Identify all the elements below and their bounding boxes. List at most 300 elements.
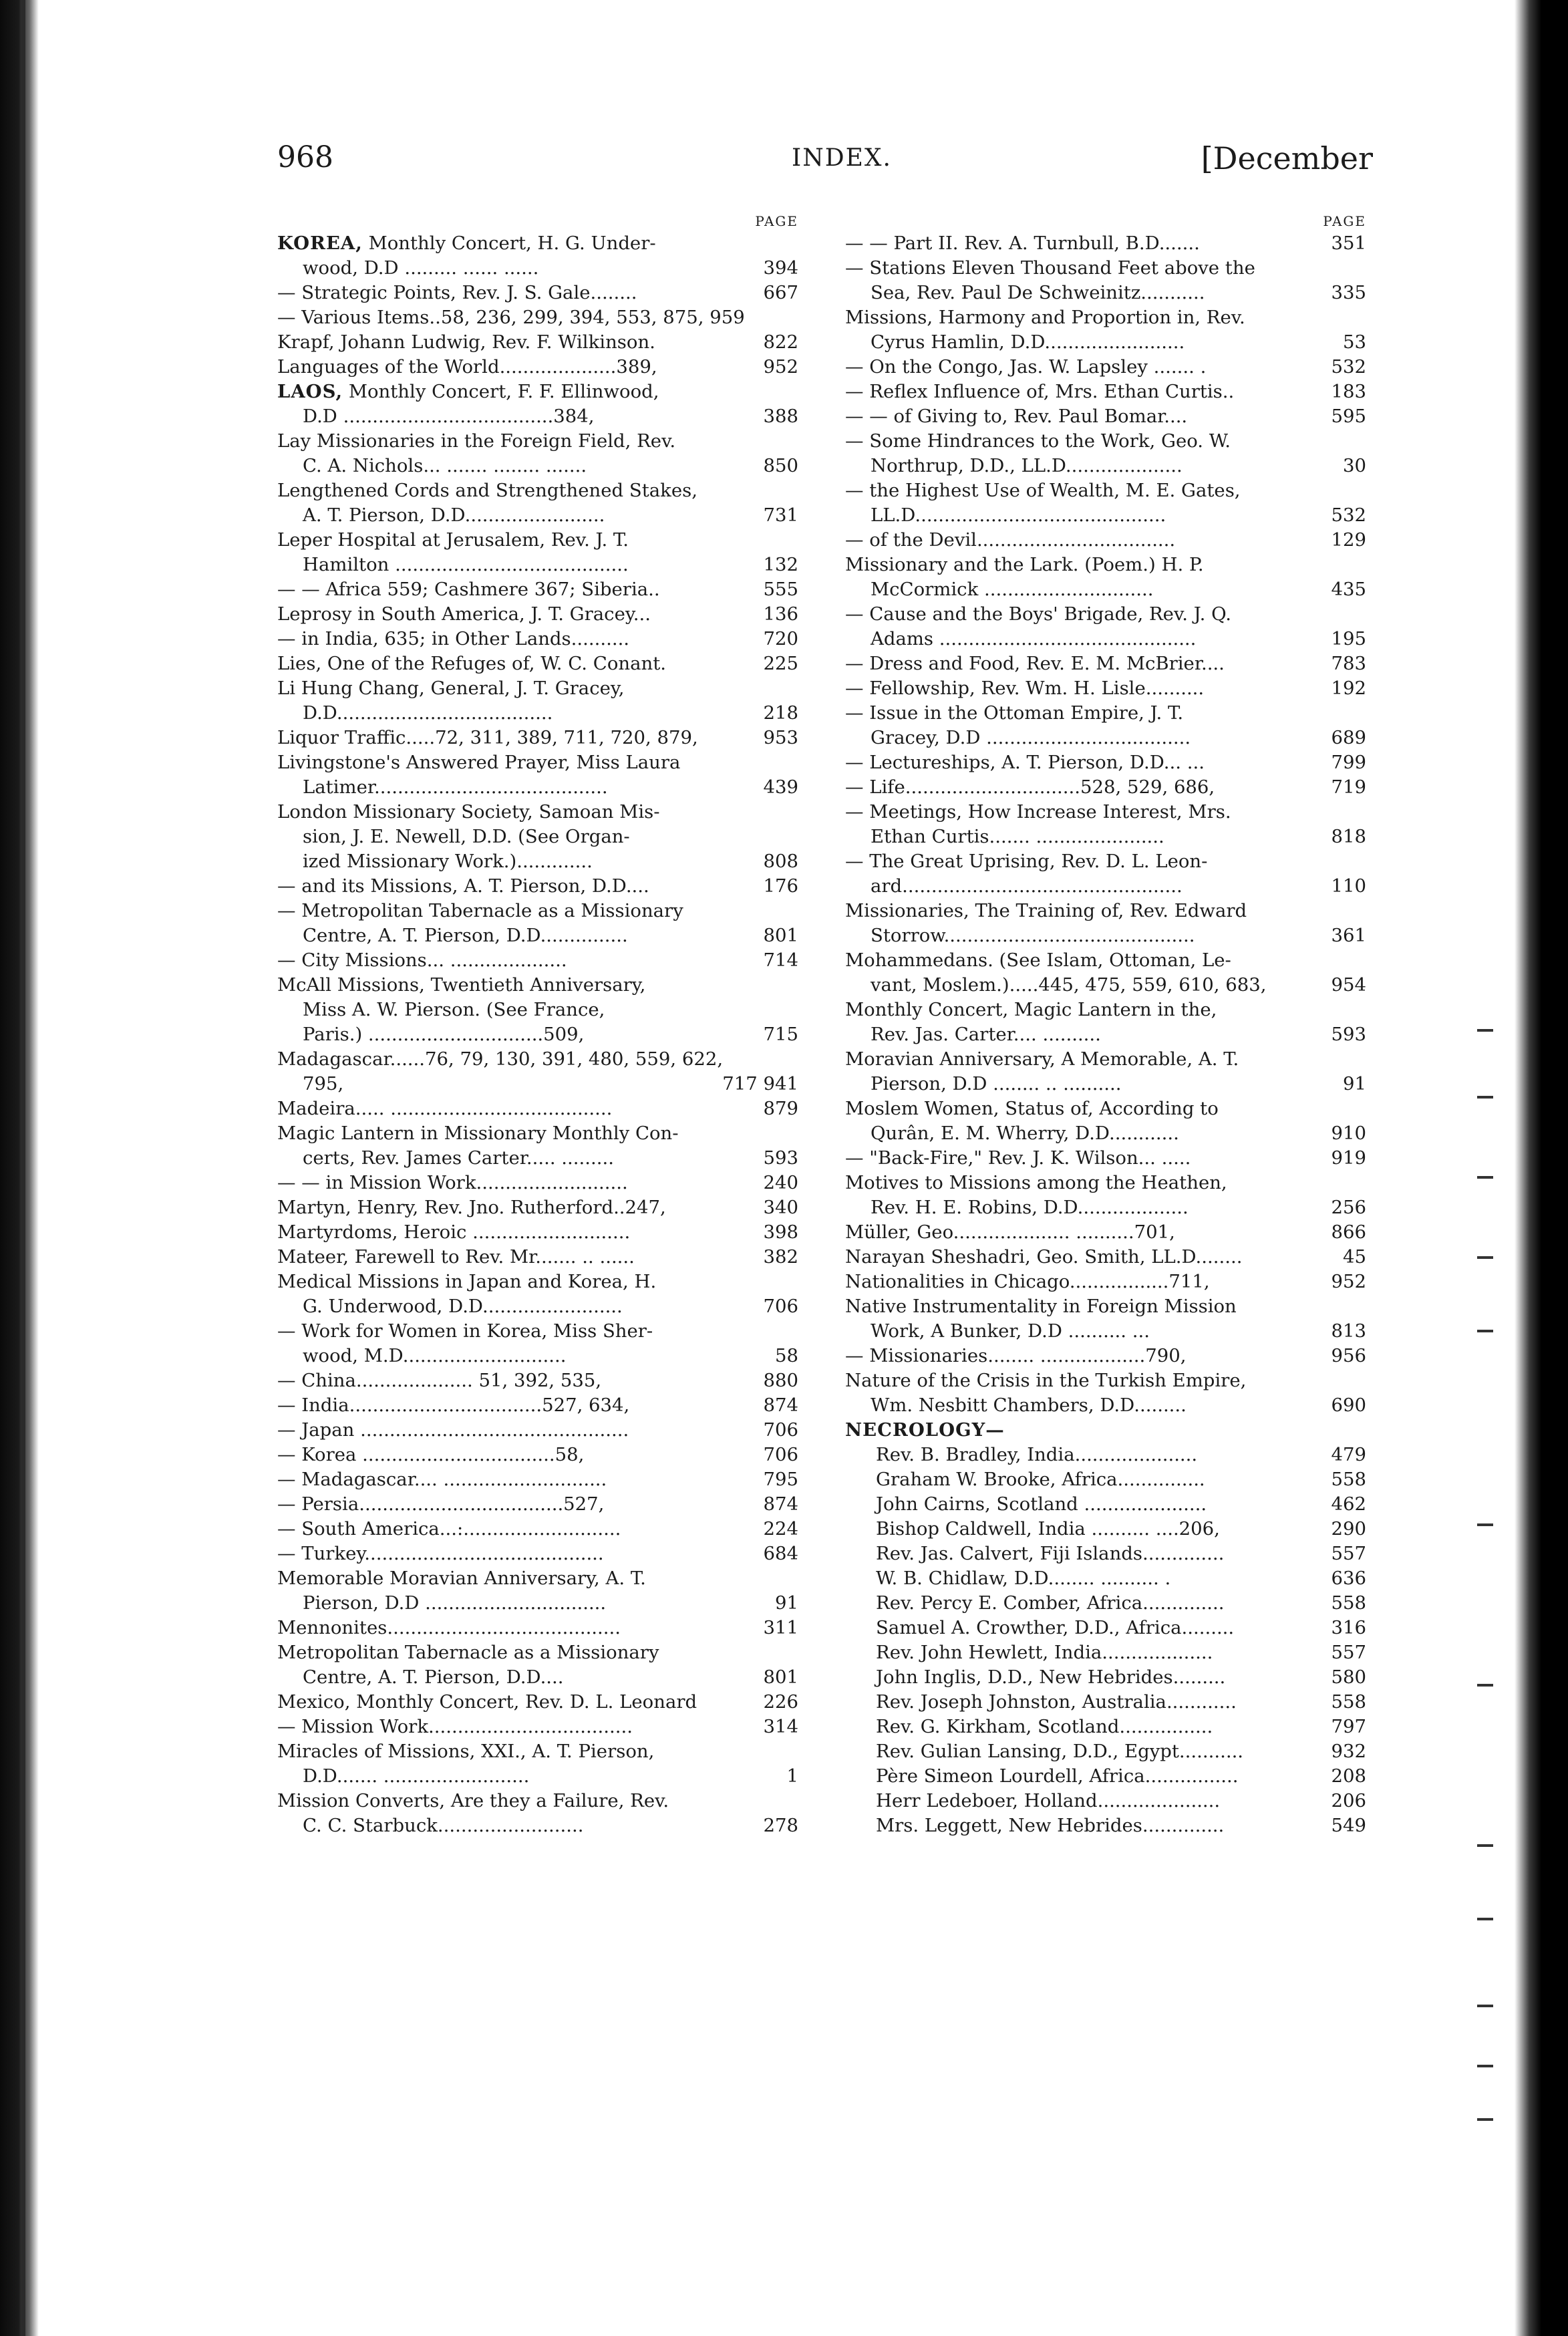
entry-list-right xyxy=(845,231,1366,1838)
entry-page-number: 278 xyxy=(763,1815,798,1836)
entry-page-number: 183 xyxy=(1331,381,1366,402)
index-entry xyxy=(277,1270,798,1319)
entry-page-number: 719 xyxy=(1331,776,1366,798)
entry-text-line: Pierson, D.D ........ .. .......... xyxy=(871,1073,1122,1094)
index-entry xyxy=(277,1171,798,1195)
entry-page-number: 808 xyxy=(763,851,798,872)
entry-page-number: 932 xyxy=(1331,1741,1366,1762)
index-entry xyxy=(845,651,1366,676)
index-entry xyxy=(845,404,1366,429)
scan-speck xyxy=(1477,1256,1493,1259)
entry-page-number: 394 xyxy=(763,257,798,279)
entry-text-line: Rev. Jas. Carter.... .......... xyxy=(871,1024,1101,1045)
entry-page-number: 799 xyxy=(1331,752,1366,773)
entry-text-line: Rev. B. Bradley, India..................... xyxy=(876,1444,1198,1465)
index-entry xyxy=(277,231,798,281)
entry-text-line: Medical Missions in Japan and Korea, H. xyxy=(277,1271,657,1292)
index-entry xyxy=(277,305,798,330)
index-entry xyxy=(845,1344,1366,1368)
entry-page-number: 226 xyxy=(763,1691,798,1713)
entry-page-number: 195 xyxy=(1331,628,1366,649)
entry-text-line: Rev. Jas. Calvert, Fiji Islands.............. xyxy=(876,1543,1225,1564)
entry-page-number: 555 xyxy=(763,579,798,600)
right-edge-shadow xyxy=(1515,0,1568,2336)
entry-text-line: Mexico, Monthly Concert, Rev. D. L. Leonard xyxy=(277,1691,697,1713)
index-entry xyxy=(277,429,798,478)
index-entry xyxy=(845,1665,1366,1690)
index-entry xyxy=(845,1542,1366,1566)
index-entry xyxy=(277,1542,798,1566)
entry-text-line: Cyrus Hamlin, D.D........................ xyxy=(871,331,1185,353)
entry-page-number: 954 xyxy=(1331,974,1366,996)
page-column-label: PAGE xyxy=(755,213,798,229)
entry-text-line: Rev. Gulian Lansing, D.D., Egypt........... xyxy=(876,1741,1244,1762)
scan-speck xyxy=(1477,1684,1493,1687)
entry-page-number: 910 xyxy=(1331,1123,1366,1144)
index-entry xyxy=(277,330,798,355)
entry-page-number: 110 xyxy=(1331,875,1366,897)
index-entry xyxy=(277,1690,798,1715)
scan-speck xyxy=(1477,1176,1493,1179)
index-entry xyxy=(845,775,1366,800)
entry-text-line: Martyrdoms, Heroic ........................... xyxy=(277,1221,631,1243)
index-entry xyxy=(845,1764,1366,1789)
entry-page-number: 439 xyxy=(763,776,798,798)
index-entry xyxy=(845,1467,1366,1492)
index-entry xyxy=(845,429,1366,478)
index-entry xyxy=(845,899,1366,948)
entry-text-line: — Reflex Influence of, Mrs. Ethan Curtis.. xyxy=(845,381,1235,402)
entry-text-line: Narayan Sheshadri, Geo. Smith, LL.D........ xyxy=(845,1246,1243,1268)
entry-heading: NECROLOGY— xyxy=(845,1419,1005,1441)
entry-text-line: — Lectureships, A. T. Pierson, D.D... ... xyxy=(845,752,1205,773)
entry-text-line: Lengthened Cords and Strengthened Stakes, xyxy=(277,480,697,501)
index-entry xyxy=(845,1047,1366,1097)
entry-text-line: Lay Missionaries in the Foreign Field, Rev. xyxy=(277,430,676,452)
entry-page-number: 706 xyxy=(763,1444,798,1465)
entry-page-number: 557 xyxy=(1331,1543,1366,1564)
entry-page-number: 361 xyxy=(1331,925,1366,946)
entry-text-line: LL.D........................................... xyxy=(871,504,1166,526)
running-title: INDEX. xyxy=(792,144,892,172)
entry-text-line: ized Missionary Work.)............. xyxy=(303,851,593,872)
entry-page-number: 1 xyxy=(786,1765,798,1787)
index-entry xyxy=(845,1220,1366,1245)
index-entry xyxy=(277,1739,798,1789)
entry-text-line: — Meetings, How Increase Interest, Mrs. xyxy=(845,801,1231,823)
index-entry xyxy=(277,1789,798,1838)
scan-speck xyxy=(1477,1844,1493,1847)
entry-text-line: C. C. Starbuck......................... xyxy=(303,1815,584,1836)
entry-text-line: Rev. Percy E. Comber, Africa.............. xyxy=(876,1592,1225,1614)
entry-page-number: 717 941 xyxy=(722,1073,798,1094)
entry-text-line: G. Underwood, D.D........................ xyxy=(303,1296,623,1317)
entry-text-line: — Persia...................................527, xyxy=(277,1493,605,1515)
entry-text-line: — Strategic Points, Rev. J. S. Gale........ xyxy=(277,282,637,303)
entry-page-number: 176 xyxy=(763,875,798,897)
entry-text-line: Leper Hospital at Jerusalem, Rev. J. T. xyxy=(277,529,629,551)
index-entry xyxy=(277,1467,798,1492)
index-entry xyxy=(277,651,798,676)
entry-text-line: Centre, A. T. Pierson, D.D.... xyxy=(303,1666,564,1688)
entry-page-number: 208 xyxy=(1331,1765,1366,1787)
entry-text-line: Livingstone's Answered Prayer, Miss Laura xyxy=(277,752,681,773)
index-entry xyxy=(277,627,798,651)
entry-text-line: — India.................................527, 634, xyxy=(277,1395,630,1416)
entry-page-number: 398 xyxy=(763,1221,798,1243)
entry-text-line: Languages of the World....................389, xyxy=(277,356,657,378)
index-entry xyxy=(277,355,798,380)
entry-text-line: — Japan .............................................. xyxy=(277,1419,629,1441)
entry-page-number: 879 xyxy=(763,1098,798,1119)
entry-page-number: 813 xyxy=(1331,1320,1366,1342)
index-entry xyxy=(845,676,1366,701)
entry-text-line: Pierson, D.D ............................... xyxy=(303,1592,607,1614)
index-entry xyxy=(845,701,1366,750)
entry-heading: KOREA, xyxy=(277,233,363,254)
entry-heading: LAOS, xyxy=(277,381,343,402)
entry-page-number: 549 xyxy=(1331,1815,1366,1836)
index-entry xyxy=(845,1418,1366,1443)
entry-text-line: McCormick ............................. xyxy=(871,579,1154,600)
scan-speck xyxy=(1477,2005,1493,2007)
entry-page-number: 956 xyxy=(1331,1345,1366,1366)
entry-text-line: Work, A Bunker, D.D .......... ... xyxy=(871,1320,1150,1342)
entry-text-line: — Madagascar.... ............................ xyxy=(277,1469,607,1490)
entry-page-number: 715 xyxy=(763,1024,798,1045)
entry-page-number: 795 xyxy=(763,1469,798,1490)
entry-text-line: Ethan Curtis....... ...................... xyxy=(871,826,1164,847)
page-number: 968 xyxy=(277,140,333,174)
index-entry xyxy=(845,1813,1366,1838)
index-entry xyxy=(845,553,1366,602)
index-entry xyxy=(277,1195,798,1220)
index-entry xyxy=(277,281,798,305)
index-entry xyxy=(277,1393,798,1418)
index-entry xyxy=(845,1566,1366,1591)
entry-text-line: Père Simeon Lourdell, Africa................ xyxy=(876,1765,1239,1787)
index-entry xyxy=(277,874,798,899)
entry-text-line: Leprosy in South America, J. T. Gracey... xyxy=(277,603,651,625)
index-entry xyxy=(845,1368,1366,1418)
entry-text-line: Rev. H. E. Robins, D.D................... xyxy=(871,1197,1189,1218)
index-column-left xyxy=(277,211,798,1838)
index-entry xyxy=(277,602,798,627)
entry-text-line: — the Highest Use of Wealth, M. E. Gates, xyxy=(845,480,1241,501)
entry-page-number: 874 xyxy=(763,1493,798,1515)
entry-text-line: McAll Missions, Twentieth Anniversary, xyxy=(277,974,646,996)
entry-text-line: Monthly Concert, Magic Lantern in the, xyxy=(845,999,1217,1020)
index-entry xyxy=(277,1616,798,1640)
entry-text-line: certs, Rev. James Carter..... ......... xyxy=(303,1147,614,1169)
entry-text-line: Miracles of Missions, XXI., A. T. Pierson, xyxy=(277,1741,655,1762)
index-entry xyxy=(277,1640,798,1690)
entry-page-number: 192 xyxy=(1331,678,1366,699)
entry-text-line: — Metropolitan Tabernacle as a Missionary xyxy=(277,900,683,921)
entry-text-line: Rev. John Hewlett, India................... xyxy=(876,1642,1213,1663)
entry-list-left xyxy=(277,231,798,1838)
entry-page-number: 240 xyxy=(763,1172,798,1193)
entry-text-line: Lies, One of the Refuges of, W. C. Conant. xyxy=(277,653,666,674)
entry-page-number: 316 xyxy=(1331,1617,1366,1638)
scan-speck xyxy=(1477,1523,1493,1526)
index-entry xyxy=(845,948,1366,998)
index-entry xyxy=(277,478,798,528)
entry-page-number: 132 xyxy=(763,554,798,575)
index-entry xyxy=(845,305,1366,355)
index-entry xyxy=(277,899,798,948)
entry-page-number: 720 xyxy=(763,628,798,649)
entry-page-number: 382 xyxy=(763,1246,798,1268)
entry-page-number: 290 xyxy=(1331,1518,1366,1540)
entry-page-number: 690 xyxy=(1331,1395,1366,1416)
entry-text-line: Moravian Anniversary, A Memorable, A. T. xyxy=(845,1048,1239,1070)
entry-page-number: 532 xyxy=(1331,504,1366,526)
entry-page-number: 557 xyxy=(1331,1642,1366,1663)
entry-text-line: D.D..................................... xyxy=(303,702,553,724)
scan-speck xyxy=(1477,2065,1493,2067)
entry-page-number: 558 xyxy=(1331,1691,1366,1713)
entry-text-line: Krapf, Johann Ludwig, Rev. F. Wilkinson. xyxy=(277,331,655,353)
entry-page-number: 53 xyxy=(1343,331,1366,353)
entry-page-number: 919 xyxy=(1331,1147,1366,1169)
entry-page-number: 532 xyxy=(1331,356,1366,378)
entry-text-line: D.D....... ......................... xyxy=(303,1765,530,1787)
index-entry xyxy=(845,750,1366,775)
index-entry xyxy=(277,1418,798,1443)
entry-text-line: Missionaries, The Training of, Rev. Edward xyxy=(845,900,1247,921)
entry-page-number: 636 xyxy=(1331,1568,1366,1589)
entry-text-line: — Stations Eleven Thousand Feet above the xyxy=(845,257,1255,279)
entry-page-number: 714 xyxy=(763,950,798,971)
entry-text-line: Wm. Nesbitt Chambers, D.D......... xyxy=(871,1395,1187,1416)
index-entry xyxy=(277,726,798,750)
entry-page-number: 218 xyxy=(763,702,798,724)
entry-page-number: 314 xyxy=(763,1716,798,1737)
entry-text-line: wood, M.D............................ xyxy=(303,1345,567,1366)
entry-text-line: John Cairns, Scotland ..................... xyxy=(876,1493,1207,1515)
entry-text-line: Northrup, D.D., LL.D.................... xyxy=(871,455,1183,476)
entry-page-number: 558 xyxy=(1331,1592,1366,1614)
index-entry xyxy=(845,1739,1366,1764)
entry-text-line: — Issue in the Ottoman Empire, J. T. xyxy=(845,702,1184,724)
index-entry xyxy=(845,231,1366,256)
index-entry xyxy=(845,1715,1366,1739)
entry-text-line: Adams ............................................ xyxy=(871,628,1197,649)
index-entry xyxy=(845,380,1366,404)
index-entry xyxy=(845,849,1366,899)
index-entry xyxy=(845,1097,1366,1146)
entry-page-number: 801 xyxy=(763,925,798,946)
index-entry xyxy=(277,577,798,602)
entry-text-line: Missionary and the Lark. (Poem.) H. P. xyxy=(845,554,1204,575)
index-entry xyxy=(277,1492,798,1517)
entry-page-number: 731 xyxy=(763,504,798,526)
entry-text-line: — China.................... 51, 392, 535, xyxy=(277,1370,602,1391)
entry-page-number: 580 xyxy=(1331,1666,1366,1688)
entry-page-number: 874 xyxy=(763,1395,798,1416)
entry-text-line: D.D ....................................384, xyxy=(303,406,595,427)
running-head xyxy=(277,140,1373,180)
entry-text-line: Madagascar......76, 79, 130, 391, 480, 559, 622, xyxy=(277,1048,724,1070)
entry-text-line: — Fellowship, Rev. Wm. H. Lisle.......... xyxy=(845,678,1205,699)
entry-text-line: Rev. G. Kirkham, Scotland................ xyxy=(876,1716,1213,1737)
entry-text-line: Latimer........................................ xyxy=(303,776,608,798)
entry-text-line: Mrs. Leggett, New Hebrides.............. xyxy=(876,1815,1225,1836)
index-column-right xyxy=(845,211,1366,1838)
index-entry xyxy=(845,1640,1366,1665)
entry-text-line: Samuel A. Crowther, D.D., Africa......... xyxy=(876,1617,1235,1638)
entry-text-line: John Inglis, D.D., New Hebrides......... xyxy=(876,1666,1226,1688)
entry-page-number: 684 xyxy=(763,1543,798,1564)
index-entry xyxy=(845,256,1366,305)
index-entry xyxy=(845,1245,1366,1270)
entry-text-line: — Dress and Food, Rev. E. M. McBrier.... xyxy=(845,653,1225,674)
index-entry xyxy=(845,602,1366,651)
entry-text-line: wood, D.D ......... ...... ...... xyxy=(303,257,539,279)
entry-text-line: sion, J. E. Newell, D.D. (See Organ- xyxy=(303,826,630,847)
entry-page-number: 593 xyxy=(1331,1024,1366,1045)
entry-page-number: 256 xyxy=(1331,1197,1366,1218)
index-entry xyxy=(845,355,1366,380)
entry-text-line: — — in Mission Work.......................... xyxy=(277,1172,628,1193)
index-entry xyxy=(845,1171,1366,1220)
index-entry xyxy=(277,973,798,1047)
entry-text-line: Li Hung Chang, General, J. T. Gracey, xyxy=(277,678,625,699)
entry-page-number: 595 xyxy=(1331,406,1366,427)
entry-text-line: — South America...:........................... xyxy=(277,1518,621,1540)
entry-text-line: — Some Hindrances to the Work, Geo. W. xyxy=(845,430,1231,452)
entry-text-line: Mateer, Farewell to Rev. Mr....... .. ...... xyxy=(277,1246,635,1268)
index-entry xyxy=(277,1047,798,1097)
entry-page-number: 880 xyxy=(763,1370,798,1391)
scan-speck xyxy=(1477,1330,1493,1332)
entry-text-line: Bishop Caldwell, India .......... ....206, xyxy=(876,1518,1220,1540)
entry-text-line: Paris.) ..............................509, xyxy=(303,1024,585,1045)
entry-page-number: 224 xyxy=(763,1518,798,1540)
entry-page-number: 91 xyxy=(775,1592,798,1614)
entry-text-line: Martyn, Henry, Rev. Jno. Rutherford..247, xyxy=(277,1197,666,1218)
entry-page-number: 667 xyxy=(763,282,798,303)
entry-page-number: 136 xyxy=(763,603,798,625)
index-entry xyxy=(277,750,798,800)
entry-text-line: ard................................................ xyxy=(871,875,1183,897)
entry-text-line: Nationalities in Chicago.................711, xyxy=(845,1271,1210,1292)
entry-text-line: LAOS, Monthly Concert, F. F. Ellinwood, xyxy=(277,381,659,402)
entry-text-line: — City Missions... .................... xyxy=(277,950,567,971)
index-entry xyxy=(277,800,798,874)
index-entry xyxy=(845,478,1366,528)
page-column-label: PAGE xyxy=(1323,213,1366,229)
entry-text-line: Motives to Missions among the Heathen, xyxy=(845,1172,1227,1193)
entry-text-line: — "Back-Fire," Rev. J. K. Wilson... ..... xyxy=(845,1147,1191,1169)
index-entry xyxy=(845,1591,1366,1616)
entry-text-line: — Work for Women in Korea, Miss Sher- xyxy=(277,1320,653,1342)
entry-text-line: — Cause and the Boys' Brigade, Rev. J. Q. xyxy=(845,603,1231,625)
entry-text-line: Müller, Geo.................... ..........701, xyxy=(845,1221,1175,1243)
entry-text-line: Gracey, D.D ................................... xyxy=(871,727,1191,748)
entry-text-line: Hamilton ........................................ xyxy=(303,554,629,575)
entry-text-line: Memorable Moravian Anniversary, A. T. xyxy=(277,1568,646,1589)
entry-page-number: 388 xyxy=(763,406,798,427)
index-entry xyxy=(277,380,798,429)
entry-text-line: 795, xyxy=(303,1073,344,1094)
entry-page-number: 225 xyxy=(763,653,798,674)
entry-text-line: — — Part II. Rev. A. Turnbull, B.D....... xyxy=(845,233,1200,254)
entry-text-line: A. T. Pierson, D.D........................ xyxy=(303,504,605,526)
entry-page-number: 558 xyxy=(1331,1469,1366,1490)
entry-text-line xyxy=(845,1419,1005,1441)
entry-page-number: 706 xyxy=(763,1419,798,1441)
index-entry xyxy=(845,1146,1366,1171)
entry-text-line: Centre, A. T. Pierson, D.D............... xyxy=(303,925,628,946)
index-entry xyxy=(845,1443,1366,1467)
entry-text-line: Herr Ledeboer, Holland..................... xyxy=(876,1790,1221,1811)
entry-page-number: 311 xyxy=(763,1617,798,1638)
index-entry xyxy=(277,948,798,973)
entry-page-number: 129 xyxy=(1331,529,1366,551)
entry-page-number: 783 xyxy=(1331,653,1366,674)
entry-text-line: — The Great Uprising, Rev. D. L. Leon- xyxy=(845,851,1208,872)
entry-text-line: Metropolitan Tabernacle as a Missionary xyxy=(277,1642,659,1663)
entry-text-line: — Korea .................................58, xyxy=(277,1444,585,1465)
entry-page-number: 435 xyxy=(1331,579,1366,600)
entry-page-number: 689 xyxy=(1331,727,1366,748)
binding-shadow xyxy=(0,0,39,2336)
running-month: [December xyxy=(1201,140,1373,176)
scan-speck xyxy=(1477,1096,1493,1099)
entry-page-number: 335 xyxy=(1331,282,1366,303)
entry-text-line: Magic Lantern in Missionary Monthly Con- xyxy=(277,1123,679,1144)
index-entry xyxy=(845,1492,1366,1517)
index-entry xyxy=(277,1319,798,1368)
entry-text-line: vant, Moslem.).....445, 475, 559, 610, 683, xyxy=(871,974,1267,996)
index-entry xyxy=(845,998,1366,1047)
entry-page-number: 952 xyxy=(1331,1271,1366,1292)
index-entry xyxy=(845,1270,1366,1294)
index-entry xyxy=(277,1097,798,1121)
right-edge-specks xyxy=(1477,0,1504,2336)
scan-speck xyxy=(1477,2118,1493,2121)
entry-page-number: 952 xyxy=(763,356,798,378)
entry-text-line: Madeira..... ...................................... xyxy=(277,1098,613,1119)
entry-text-line: — — Africa 559; Cashmere 367; Siberia.. xyxy=(277,579,660,600)
index-entry xyxy=(277,1245,798,1270)
index-entry xyxy=(277,1443,798,1467)
entry-page-number: 30 xyxy=(1343,455,1366,476)
index-entry xyxy=(277,1220,798,1245)
entry-text-line: — Missionaries........ ..................790, xyxy=(845,1345,1187,1366)
scan-speck xyxy=(1477,1918,1493,1920)
entry-page-number: 58 xyxy=(775,1345,798,1366)
binding-streak xyxy=(21,0,25,2336)
entry-text-line: Missions, Harmony and Proportion in, Rev. xyxy=(845,307,1245,328)
index-entry xyxy=(277,1517,798,1542)
entry-page-number: 850 xyxy=(763,455,798,476)
entry-page-number: 797 xyxy=(1331,1716,1366,1737)
entry-page-number: 593 xyxy=(763,1147,798,1169)
index-entry xyxy=(845,800,1366,849)
entry-text-line: Mennonites........................................ xyxy=(277,1617,621,1638)
entry-page-number: 206 xyxy=(1331,1790,1366,1811)
index-entry xyxy=(845,1616,1366,1640)
entry-page-number: 340 xyxy=(763,1197,798,1218)
entry-text-line: — Life..............................528, 529, 686, xyxy=(845,776,1215,798)
index-entry xyxy=(845,1690,1366,1715)
index-entry xyxy=(845,1517,1366,1542)
entry-text-line: Nature of the Crisis in the Turkish Empire, xyxy=(845,1370,1247,1391)
entry-page-number: 801 xyxy=(763,1666,798,1688)
